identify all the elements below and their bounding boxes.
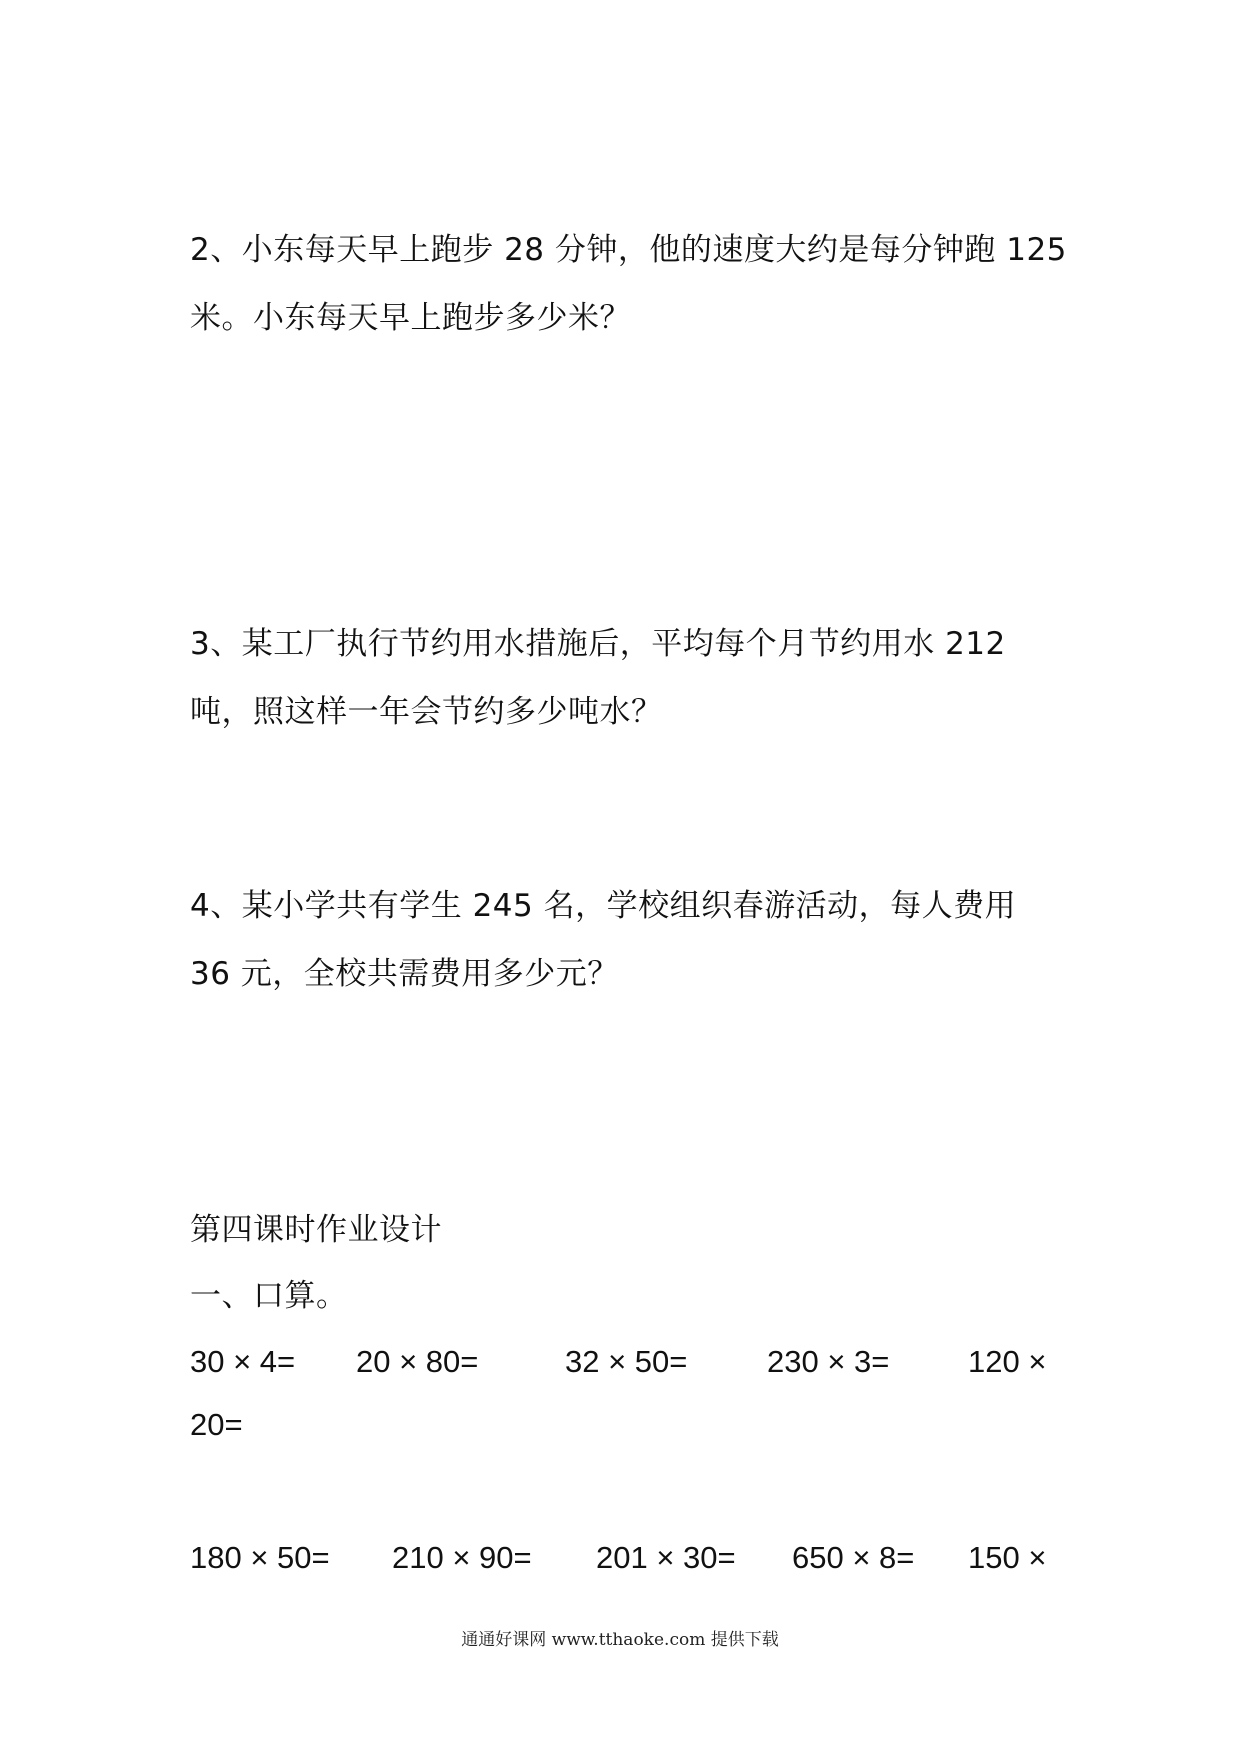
calc-item: 30 × 4= xyxy=(190,1344,296,1379)
problem-4-line-2: 36 元，全校共需费用多少元？ xyxy=(190,956,619,992)
calc-row-2 xyxy=(0,1538,1240,1578)
calc-item-wrap: 20= xyxy=(190,1407,243,1442)
calc-item: 230 × 3= xyxy=(767,1344,890,1379)
calc-item: 150 × xyxy=(968,1540,1047,1575)
calc-item: 650 × 8= xyxy=(792,1540,915,1575)
calc-item: 32 × 50= xyxy=(565,1344,688,1379)
problem-2-line-2: 米。小东每天早上跑步多少米？ xyxy=(190,300,631,336)
problem-4-line-1: 4、某小学共有学生 245 名，学校组织春游活动，每人费用 xyxy=(190,888,1017,924)
lesson-title: 第四课时作业设计 xyxy=(190,1212,442,1248)
problem-3-line-2: 吨，照这样一年会节约多少吨水？ xyxy=(190,694,663,730)
problem-2-line-1: 2、小东每天早上跑步 28 分钟，他的速度大约是每分钟跑 125 xyxy=(190,232,1067,268)
section-heading: 一、口算。 xyxy=(190,1278,348,1314)
calc-item: 120 × xyxy=(968,1344,1047,1379)
calc-item: 201 × 30= xyxy=(596,1540,736,1575)
calc-item: 210 × 90= xyxy=(392,1540,532,1575)
calc-row-1 xyxy=(0,1342,1240,1382)
problem-3-line-1: 3、某工厂执行节约用水措施后，平均每个月节约用水 212 xyxy=(190,626,1006,662)
calc-item: 180 × 50= xyxy=(190,1540,330,1575)
footer-credit: 通通好课网 www.tthaoke.com 提供下载 xyxy=(461,1630,779,1650)
calc-item: 20 × 80= xyxy=(356,1344,479,1379)
